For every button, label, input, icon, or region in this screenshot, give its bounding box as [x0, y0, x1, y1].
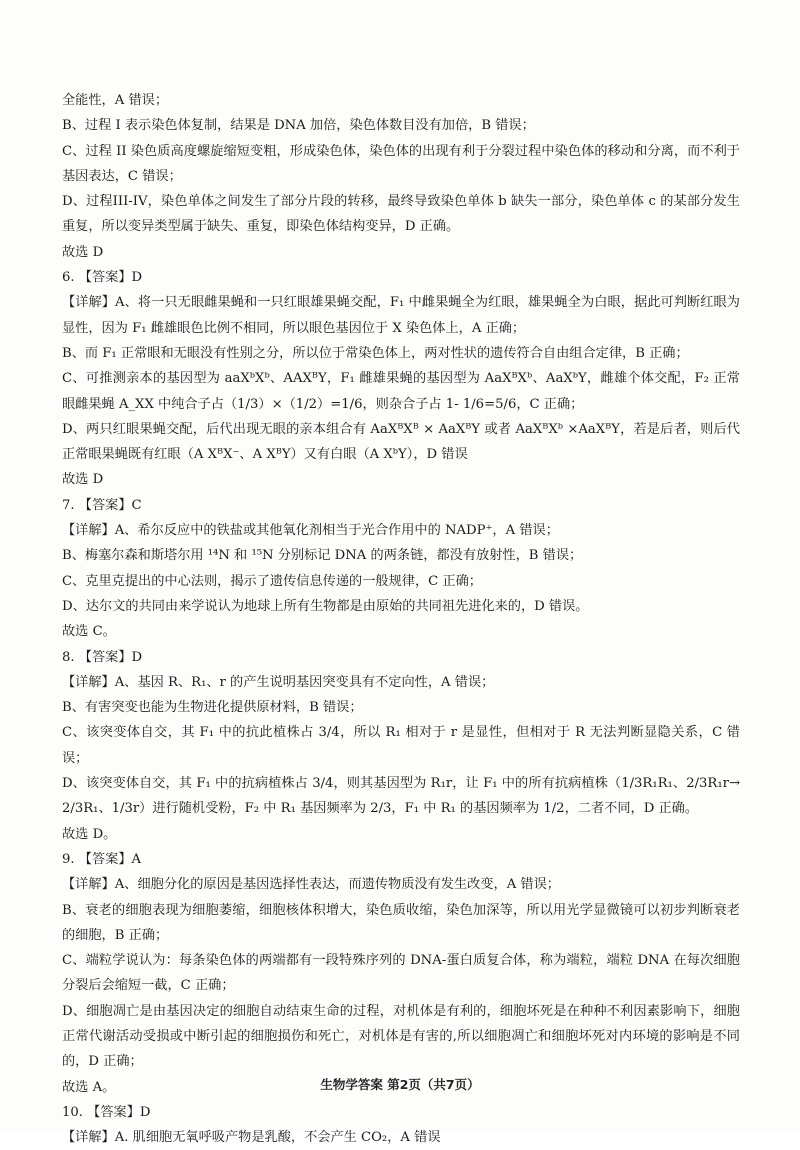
- text-line: D、该突变体自交，其 F₁ 中的抗病植株占 3/4，则其基因型为 R₁r，让 F₁ 中的所有抗病植株（1/3R₁R₁、2/3R₁r→2/3R₁、1/3r）进行随机受粉，F₂ 中 R₁ 基因频率为 2/3，F₁ 中 R₁ 的基因频率为 1/2，二者不同，D 正确。: [62, 776, 740, 817]
- text-line: D、达尔文的共同由来学说认为地球上所有生物都是由原始的共同祖先进化来的，D 错误。: [62, 598, 589, 614]
- text-line: B、而 F₁ 正常眼和无眼没有性别之分，所以位于常染色体上，两对性状的遗传符合自由组合定律，B 正确；: [62, 345, 689, 361]
- text-line: 【详解】A、将一只无眼雌果蝇和一只红眼雄果蝇交配，F₁ 中雌果蝇全为红眼，雄果蝇全为白眼，据此可判断红眼为显性，因为 F₁ 雌雄眼色比例不相同，所以眼色基因位于 X 染色体上，A 正确；: [62, 295, 740, 336]
- text-line: 故选 A。: [62, 1079, 116, 1095]
- answer-heading-7: 7. 【答案】C: [62, 497, 142, 513]
- answer-heading-6: 6. 【答案】D: [62, 270, 143, 286]
- text-line: 故选 D: [62, 244, 104, 260]
- answer-text: [62, 88, 740, 1150]
- text-line: C、端粒学说认为：每条染色体的两端都有一段特殊序列的 DNA-蛋白质复合体，称为端粒，端粒 DNA 在每次细胞分裂后会缩短一截，C 正确；: [62, 953, 740, 994]
- text-line: 故选 D: [62, 472, 104, 488]
- text-line: C、克里克提出的中心法则，揭示了遗传信息传递的一般规律，C 正确；: [62, 573, 482, 589]
- text-line: B、衰老的细胞表现为细胞萎缩，细胞核体积增大，染色质收缩，染色加深等，所以用光学显微镜可以初步判断衰老的细胞，B 正确；: [62, 902, 740, 943]
- text-line: B、有害突变也能为生物进化提供原材料，B 错误；: [62, 700, 363, 716]
- answer-heading-9: 9. 【答案】A: [62, 851, 142, 867]
- text-line: 【详解】A. 肌细胞无氧呼吸产物是乳酸，不会产生 CO₂，A 错误: [62, 1130, 441, 1146]
- text-line: C、该突变体自交，其 F₁ 中的抗此植株占 3/4，所以 R₁ 相对于 r 是显性，但相对于 R 无法判断显隐关系，C 错误；: [62, 725, 740, 766]
- text-line: B、梅塞尔森和斯塔尔用 ¹⁴N 和 ¹⁵N 分别标记 DNA 的两条链，都没有放射性，B 错误；: [62, 548, 583, 564]
- text-line: D、过程III-IV，染色单体之间发生了部分片段的转移，最终导致染色单体 b 缺失一部分，染色单体 c 的某部分发生重复，所以变异类型属于缺失、重复，即染色体结构变异，D 正确。: [62, 194, 740, 235]
- answer-heading-8: 8. 【答案】D: [62, 649, 143, 665]
- text-line: C、过程 II 染色质高度螺旋缩短变粗，形成染色体，染色体的出现有利于分裂过程中染色体的移动和分离，而不利于基因表达，C 错误；: [62, 143, 740, 184]
- page-footer: 生物学答案 第2页（共7页）: [320, 1077, 480, 1092]
- text-line: B、过程 I 表示染色体复制，结果是 DNA 加倍，染色体数目没有加倍，B 错误；: [62, 118, 535, 134]
- text-line: 故选 C。: [62, 624, 116, 640]
- text-line: 【详解】A、细胞分化的原因是基因选择性表达，而遗传物质没有发生改变，A 错误；: [62, 877, 560, 893]
- text-line: 【详解】A、基因 R、R₁、r 的产生说明基因突变具有不定向性，A 错误；: [62, 674, 495, 690]
- text-line: D、两只红眼果蝇交配，后代出现无眼的亲本组合有 AaXᴮXᴮ × AaXᴮY 或者 AaXᴮXᵇ ×AaXᴮY，若是后者，则后代正常眼果蝇既有红眼（A XᴮX⁻、A XᴮY）又有白眼（A XᵇY），D 错误: [62, 421, 740, 463]
- text-line: 故选 D。: [62, 826, 117, 842]
- text-line: C、可推测亲本的基因型为 aaXᵇXᵇ、AAXᴮY，F₁ 雌雄果蝇的基因型为 AaXᴮXᵇ、AaXᵇY，雌雄个体交配，F₂ 正常眼雌果蝇 A_XX 中纯合子占（1/3）×（1/2）=1/6，则杂合子占 1- 1/6=5/6，C 正确；: [62, 371, 740, 412]
- answer-heading-10: 10. 【答案】D: [62, 1104, 151, 1120]
- text-line: D、细胞凋亡是由基因决定的细胞自动结束生命的过程，对机体是有利的，细胞坏死是在种种不利因素影响下，细胞正常代谢活动受损或中断引起的细胞损伤和死亡，对机体是有害的,所以细胞凋亡和细胞坏死对内环境的影响是不同的，D 正确；: [62, 1003, 740, 1070]
- text-line: 全能性，A 错误；: [62, 93, 169, 108]
- text-line: 【详解】A、希尔反应中的铁盐或其他氧化剂相当于光合作用中的 NADP⁺，A 错误；: [62, 523, 559, 539]
